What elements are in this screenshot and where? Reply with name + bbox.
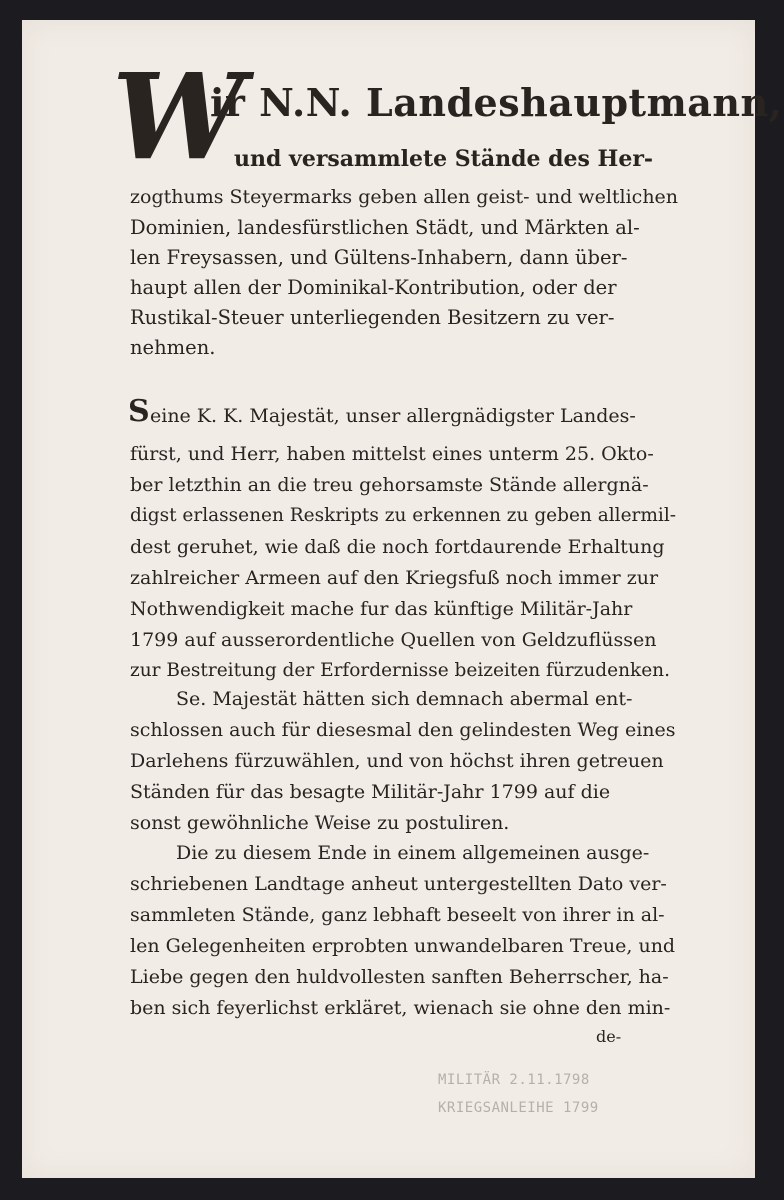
paragraph-line: Liebe gegen den huldvollesten sanften Beherrscher, ha- [130, 966, 669, 988]
paragraph-line: ben sich feyerlichst erkläret, wienach sie ohne den min- [130, 997, 671, 1019]
intro-line: zogthums Steyermarks geben allen geist- und weltlichen [130, 186, 679, 208]
paragraph-line: digst erlassenen Reskripts zu erkennen zu geben allermil- [130, 505, 677, 526]
catchword: de- [596, 1027, 622, 1046]
paragraph-line: 1799 auf ausserordentliche Quellen von Geldzuflüssen [130, 629, 657, 651]
intro-line: und versammlete Stände des Her- [234, 146, 654, 172]
pencil-note: KRIEGSANLEIHE 1799 [438, 1100, 599, 1116]
paragraph-line: fürst, und Herr, haben mittelst eines unterm 25. Okto- [130, 443, 654, 465]
paragraph-line: zahlreicher Armeen auf den Kriegsfuß noch immer zur [130, 567, 659, 589]
paragraph-line: Darlehens fürzuwählen, und von höchst ihren getreuen [130, 750, 664, 772]
intro-line: haupt allen der Dominikal-Kontribution, oder der [130, 276, 617, 299]
paragraph-line: sammleten Stände, ganz lebhaft beseelt von ihrer in al- [130, 904, 665, 926]
pencil-note: MILITÄR 2.11.1798 [438, 1072, 590, 1088]
intro-line: nehmen. [130, 336, 216, 359]
paragraph-line: zur Bestreitung der Erfordernisse beizeiten fürzudenken. [130, 660, 670, 681]
paragraph-line: Die zu diesem Ende in einem allgemeinen ausge- [176, 842, 650, 864]
paragraph-line: eine K. K. Majestät, unser allergnädigster Landes- [150, 405, 636, 427]
paragraph-line: Nothwendigkeit mache fur das künftige Militär-Jahr [130, 598, 633, 620]
paragraph-line: len Gelegenheiten erprobten unwandelbaren Treue, und [130, 935, 676, 957]
intro-line: len Freysassen, und Gültens-Inhabern, dann über- [130, 246, 628, 269]
paragraph-line: schlossen auch für diesesmal den gelindesten Weg eines [130, 719, 676, 741]
paragraph-line: schriebenen Landtage anheut untergestellten Dato ver- [130, 873, 667, 895]
paragraph-line: Ständen für das besagte Militär-Jahr 1799 auf die [130, 781, 611, 803]
heading-initial: W [112, 47, 241, 186]
paragraph-initial: S [128, 394, 150, 429]
paragraph-line: sonst gewöhnliche Weise zu postuliren. [130, 812, 510, 834]
paragraph-line: dest geruhet, wie daß die noch fortdaurende Erhaltung [130, 536, 665, 558]
paragraph-line: ber letzthin an die treu gehorsamste Stände allergnä- [130, 474, 649, 496]
paragraph-line: Se. Majestät hätten sich demnach abermal ent- [176, 688, 633, 710]
intro-line: Rustikal-Steuer unterliegenden Besitzern zu ver- [130, 306, 615, 329]
intro-line: Dominien, landesfürstlichen Städt, und Märkten al- [130, 216, 640, 239]
heading-title: ir N.N. Landeshauptmann, [210, 80, 783, 125]
